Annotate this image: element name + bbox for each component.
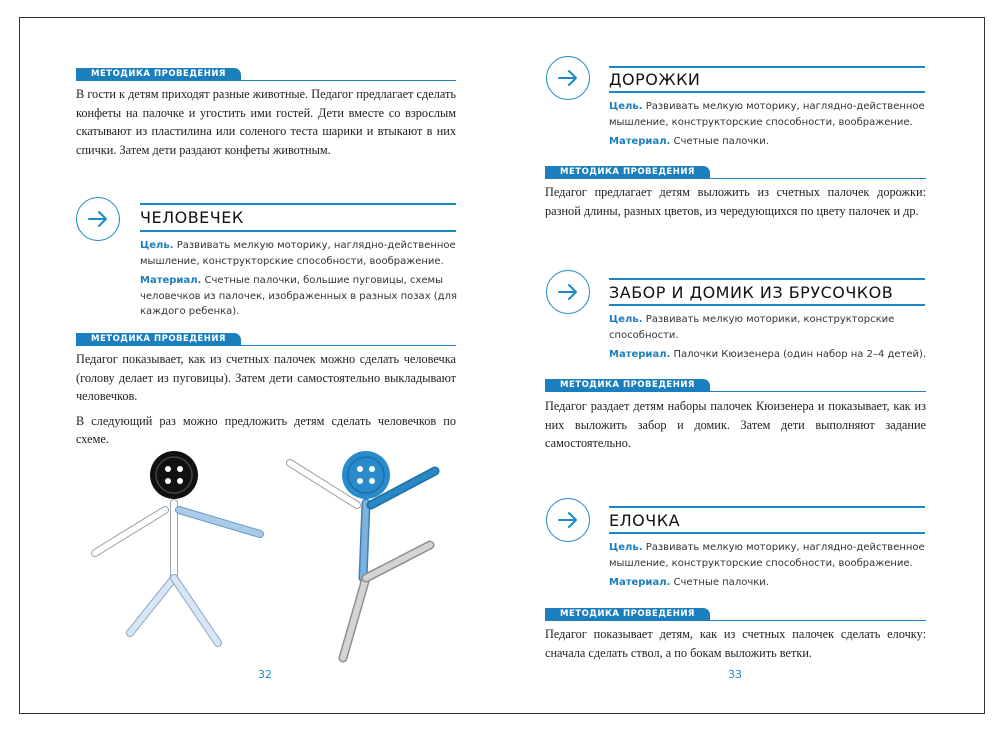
method-text (76, 350, 456, 455)
game-title: ЕЛОЧКА (609, 511, 681, 530)
game-goal-block (609, 540, 927, 595)
game-goal-block (140, 238, 458, 324)
game-goal-block (609, 312, 927, 367)
method-bar (545, 379, 926, 392)
arrow-circle-icon (76, 197, 120, 241)
arrow-circle-icon (546, 56, 590, 100)
method-bar (545, 608, 926, 621)
goal-text: Развивать мелкую моторику, наглядно-действенное мышление, конструкторские способности, воображение. (609, 542, 925, 569)
goal-text: Развивать мелкую моторики, конструкторские способности. (609, 314, 895, 341)
title-underline (609, 66, 925, 68)
material-label: Материал. (140, 275, 202, 286)
method-label: МЕТОДИКА ПРОВЕДЕНИЯ (545, 379, 710, 392)
game-title: ДОРОЖКИ (609, 70, 701, 89)
material-text: Палочки Кюизенера (один набор на 2–4 детей). (673, 349, 927, 360)
arrow-circle-icon (546, 270, 590, 314)
goal-text: Развивать мелкую моторику, наглядно-действенное мышление, конструкторские способности, воображение. (140, 240, 456, 267)
method-bar (545, 166, 926, 179)
page-number-left: 32 (258, 668, 272, 681)
title-underline (140, 230, 456, 232)
book-spread (19, 17, 985, 714)
intro-text: В гости к детям приходят разные животные. Педагог предлагает сделать конфеты на палочке и угостить ими гостей. Дети вместе со взрослым скатывают из пластилина или соленого теста шарики и втыкают в них спички. Затем дети раздают конфеты животным. (76, 87, 456, 157)
title-underline (609, 278, 925, 280)
method-text: Педагог предлагает детям выложить из счетных палочек дорожки: разной длины, разных цветов, из чередующихся по цвету палочек и др. (545, 185, 926, 218)
method-label: МЕТОДИКА ПРОВЕДЕНИЯ (76, 333, 241, 346)
goal-label: Цель. (609, 542, 643, 553)
material-text: Счетные палочки. (673, 577, 769, 588)
material-label: Материал. (609, 577, 671, 588)
method-label: МЕТОДИКА ПРОВЕДЕНИЯ (545, 166, 710, 179)
stick-figures-illustration (75, 443, 455, 668)
method-paragraph: В следующий раз можно предложить детям сделать человечков по схеме. (76, 413, 456, 446)
method-bar (76, 68, 456, 81)
title-underline (609, 506, 925, 508)
game-title: ЗАБОР И ДОМИК ИЗ БРУСОЧКОВ (609, 283, 894, 302)
goal-text: Развивать мелкую моторику, наглядно-действенное мышление, конструкторские способности, воображение. (609, 101, 925, 128)
material-text: Счетные палочки. (673, 136, 769, 147)
goal-label: Цель. (609, 101, 643, 112)
page-number-right: 33 (728, 668, 742, 681)
method-paragraph: Педагог показывает, как из счетных палочек можно сделать человечка (голову делает из пуговицы). Затем дети самостоятельно выкладывают человечков. (76, 352, 456, 403)
method-bar (76, 333, 456, 346)
method-label: МЕТОДИКА ПРОВЕДЕНИЯ (76, 68, 241, 81)
method-label: МЕТОДИКА ПРОВЕДЕНИЯ (545, 608, 710, 621)
title-underline (609, 304, 925, 306)
arrow-circle-icon (546, 498, 590, 542)
goal-label: Цель. (609, 314, 643, 325)
title-underline (140, 203, 456, 205)
material-label: Материал. (609, 349, 671, 360)
goal-label: Цель. (140, 240, 174, 251)
stick-figure-dancing (290, 451, 435, 658)
title-underline (609, 532, 925, 534)
game-goal-block (609, 99, 927, 154)
material-text: Счетные палочки, большие пуговицы, схемы человечков из палочек, изображенных в разных позах (для каждого ребенка). (140, 275, 458, 317)
game-title: ЧЕЛОВЕЧЕК (140, 208, 244, 227)
method-text: Педагог показывает детям, как из счетных палочек сделать елочку: сначала сделать ствол, а по бокам выложить ветки. (545, 627, 926, 660)
title-underline (609, 91, 925, 93)
material-label: Материал. (609, 136, 671, 147)
stick-figure-standing (95, 451, 260, 643)
method-text: Педагог раздает детям наборы палочек Кюизенера и показывает, как из них выложить забор и домик. Затем дети выполняют задание самостоятельно. (545, 399, 926, 450)
